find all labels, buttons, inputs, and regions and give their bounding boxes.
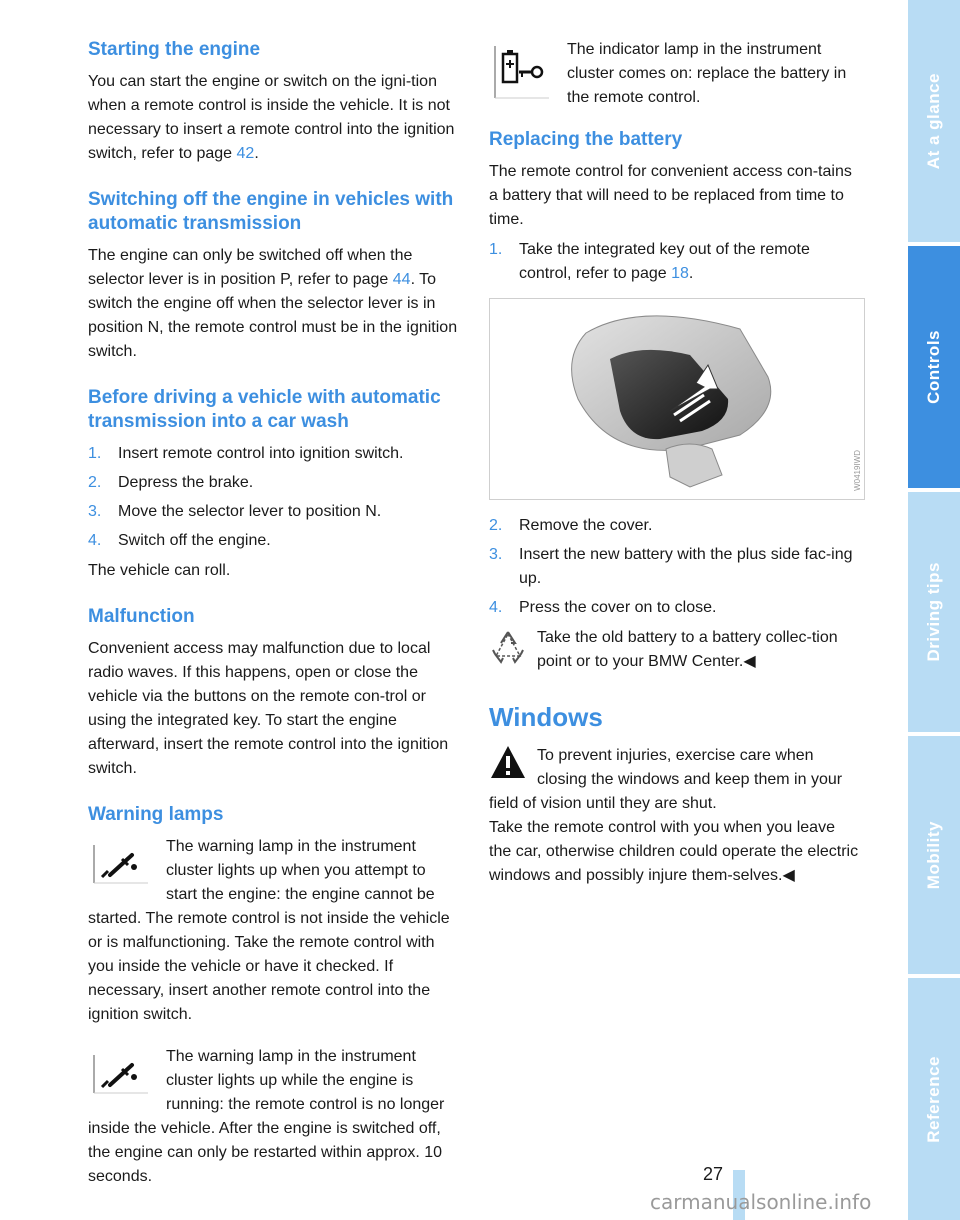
tab-reference[interactable]: Reference — [908, 978, 960, 1220]
end-mark: ◀ — [743, 653, 756, 670]
windows-warning: To prevent injuries, exercise care when closing the windows and keep them in your field of vision until they are shut. Take the remote control with you when you leave the car, otherwise children could operate the electric windows and possibly injure them-selves.◀ — [489, 744, 861, 888]
heading-starting-engine: Starting the engine — [88, 39, 261, 60]
warning-triangle-icon — [489, 744, 527, 788]
end-mark: ◀ — [782, 867, 795, 884]
list-item: 3. Move the selector lever to position N. — [88, 503, 382, 520]
list-item: 4. Press the cover on to close. — [489, 599, 717, 616]
heading-malfunction: Malfunction — [88, 606, 195, 627]
key-warning-lamp-icon — [88, 839, 152, 897]
warning-lamp-note-1: The warning lamp in the instrument cluster lights up when you attempt to start the engine: the engine cannot be started. The remote control is not inside the vehicle or is malfunctioning. Take the remote control with you inside the vehicle or have it checked. If necessary, insert another remote control into the ignition switch. — [88, 838, 450, 1023]
battery-steps — [489, 514, 861, 620]
right-column — [489, 38, 861, 892]
recycle-icon — [489, 628, 527, 674]
heading-switching-off: Switching off the engine in vehicles with automatic transmission — [88, 189, 454, 234]
tab-controls[interactable]: Controls — [908, 246, 960, 488]
watermark: carmanualsonline.info — [650, 1190, 872, 1214]
page-number: 27 — [703, 1164, 724, 1184]
heading-replacing-battery: Replacing the battery — [489, 129, 683, 150]
page-link-42[interactable]: 42 — [236, 145, 255, 162]
left-column — [88, 38, 460, 1193]
battery-step-1 — [489, 238, 861, 286]
chapter-tabs — [908, 0, 960, 1220]
para-malfunction: Convenient access may malfunction due to local radio waves. If this happens, open or close the vehicle via the buttons on the remote con-trol or using the integrated key. To start the engine afterward, insert the remote control into the ignition switch. — [88, 640, 449, 777]
para-replacing-battery: The remote control for convenient access con-tains a battery that will need to be replaced from time to time. — [489, 163, 852, 228]
tab-driving-tips[interactable]: Driving tips — [908, 492, 960, 732]
heading-windows: Windows — [489, 702, 603, 732]
para-vehicle-roll: The vehicle can roll. — [88, 562, 231, 579]
list-item: 2. Depress the brake. — [88, 474, 254, 491]
battery-key-indicator-icon — [489, 42, 553, 112]
tab-at-a-glance[interactable]: At a glance — [908, 0, 960, 242]
key-warning-lamp-icon — [88, 1049, 152, 1107]
remote-control-illustration — [489, 298, 865, 500]
heading-warning-lamps: Warning lamps — [88, 804, 224, 825]
battery-indicator-note: The indicator lamp in the instrument cluster comes on: replace the battery in the remote control. — [489, 38, 861, 110]
page-link-44[interactable]: 44 — [392, 271, 411, 288]
list-item: 2. Remove the cover. — [489, 517, 653, 534]
image-code: W0419IWD — [853, 450, 862, 491]
page-link-18[interactable]: 18 — [671, 265, 689, 282]
tab-mobility[interactable]: Mobility — [908, 736, 960, 974]
list-item: 1. Insert remote control into ignition switch. — [88, 445, 404, 462]
recycle-note: Take the old battery to a battery collec-tion point or to your BMW Center.◀ — [489, 626, 861, 674]
list-item: 1. Take the integrated key out of the remote control, refer to page 18. — [489, 241, 810, 282]
warning-lamp-note-2: The warning lamp in the instrument cluster lights up while the engine is running: the remote control is no longer inside the vehicle. After the engine is switched off, the engine can only be restarted within approx. 10 seconds. — [88, 1048, 445, 1185]
para-starting-engine: You can start the engine or switch on the igni-tion when a remote control is inside the vehicle. It is not necessary to insert a remote control into the ignition switch, refer to page 42. — [88, 73, 455, 162]
para-switching-off: The engine can only be switched off when the selector lever is in position P, refer to page 44. To switch the engine off when the selector lever is in position N, the remote control must be in the ignition switch. — [88, 247, 458, 360]
car-wash-steps — [88, 442, 460, 553]
list-item: 3. Insert the new battery with the plus side fac-ing up. — [489, 546, 853, 587]
heading-car-wash: Before driving a vehicle with automatic transmission into a car wash — [88, 387, 441, 432]
list-item: 4. Switch off the engine. — [88, 532, 271, 549]
